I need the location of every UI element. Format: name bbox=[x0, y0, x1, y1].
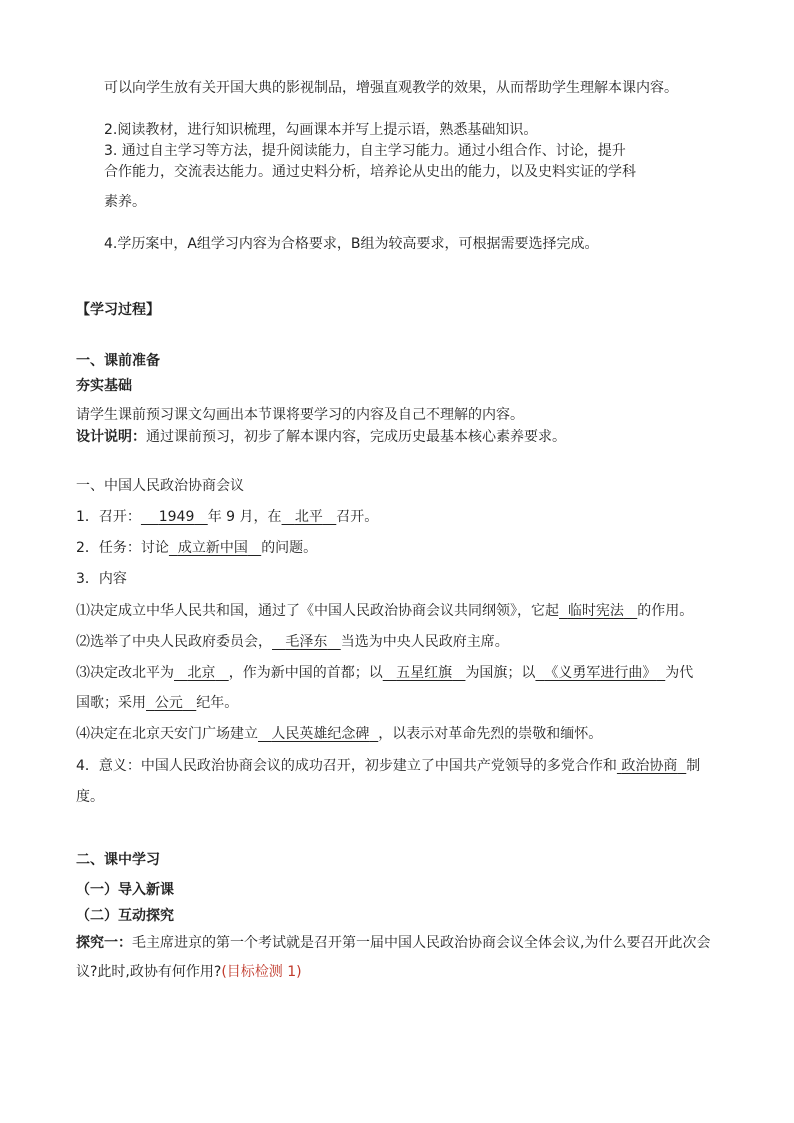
prep-heading: 一、课前准备 bbox=[76, 353, 160, 369]
cppcc-item-1 bbox=[76, 507, 378, 527]
design-label: 设计说明： bbox=[76, 429, 146, 445]
c1-prefix: ⑴决定成立中华人民共和国，通过了《中国人民政治协商会议共同纲领》，它起 bbox=[76, 603, 559, 619]
explore-line-1 bbox=[76, 933, 710, 953]
answer-anthem bbox=[535, 665, 665, 681]
c3-prefix: ⑶决定改北平为 bbox=[76, 665, 174, 681]
process-heading: 【学习过程】 bbox=[76, 302, 160, 318]
design-note bbox=[76, 427, 566, 447]
c3b-prefix: 国歌；采用 bbox=[76, 695, 146, 711]
cppcc-item-4 bbox=[76, 756, 700, 776]
explore-text: 毛主席进京的第一个考试就是召开第一届中国人民政治协商会议全体会议,为什么要召开此次会 bbox=[132, 935, 711, 951]
answer-consultation bbox=[617, 758, 686, 774]
answer-place bbox=[282, 509, 337, 525]
c3b-suffix: 纪年。 bbox=[196, 695, 239, 711]
cppcc-item-4-cont: 度。 bbox=[76, 789, 104, 805]
c3-suffix: 为代 bbox=[665, 665, 694, 681]
c3-mid2: 为国旗；以 bbox=[465, 665, 536, 681]
item4-prefix: 4．意义：中国人民政治协商会议的成功召开，初步建立了中国共产党领导的多党合作和 bbox=[76, 758, 617, 774]
content-2 bbox=[76, 632, 509, 652]
answer-place-text: 北平 bbox=[294, 509, 323, 525]
answer-calendar-text: 公元 bbox=[154, 695, 183, 711]
item2-prefix: 2．任务：讨论 bbox=[76, 540, 169, 556]
cppcc-item-3: 3．内容 bbox=[76, 571, 127, 587]
item2-suffix: 的问题。 bbox=[261, 540, 318, 556]
c2-prefix: ⑵选举了中央人民政府委员会， bbox=[76, 634, 272, 650]
answer-flag-text: 五星红旗 bbox=[396, 665, 453, 681]
answer-constitution-text: 临时宪法 bbox=[567, 603, 624, 619]
class-heading: 二、课中学习 bbox=[76, 852, 160, 868]
answer-consultation-text: 政治协商 bbox=[621, 758, 678, 774]
answer-task-text: 成立新中国 bbox=[177, 540, 248, 556]
answer-chairman bbox=[272, 634, 341, 650]
goal-line-2: 2.阅读教材，进行知识梳理，勾画课本并写上提示语，熟悉基础知识。 bbox=[104, 122, 538, 138]
design-text: 通过课前预习，初步了解本课内容，完成历史最基本核心素养要求。 bbox=[146, 429, 566, 445]
c4-prefix: ⑷决定在北京天安门广场建立 bbox=[76, 726, 258, 742]
c3-mid1: ，作为新中国的首都；以 bbox=[228, 665, 383, 681]
explore-line-2 bbox=[76, 962, 302, 982]
goal-line-4: 合作能力，交流表达能力。通过史料分析，培养论从史出的能力，以及史料实证的学科 bbox=[104, 164, 636, 180]
prep-subheading: 夯实基础 bbox=[76, 378, 132, 394]
content-4 bbox=[76, 724, 602, 744]
explore-text-2: 议?此时,政协有何作用? bbox=[76, 964, 222, 980]
class-sub-1: （一）导入新课 bbox=[76, 882, 174, 898]
goal-line-6: 4.学历案中，A组学习内容为合格要求，B组为较高要求，可根据需要选择完成。 bbox=[104, 236, 599, 252]
goal-line-1: 可以向学生放有关开国大典的影视制品，增强直观教学的效果，从而帮助学生理解本课内容。 bbox=[104, 80, 678, 96]
answer-task bbox=[169, 540, 261, 556]
c4-suffix: ，以表示对革命先烈的崇敬和缅怀。 bbox=[378, 726, 603, 742]
c1-suffix: 的作用。 bbox=[637, 603, 694, 619]
prep-instruction: 请学生课前预习课文勾画出本节课将要学习的内容及自己不理解的内容。 bbox=[76, 407, 524, 423]
answer-capital-text: 北京 bbox=[187, 665, 216, 681]
answer-chairman-text: 毛泽东 bbox=[285, 634, 328, 650]
content-3-cont bbox=[76, 693, 238, 713]
content-3 bbox=[76, 663, 693, 683]
item1-prefix: 1．召开： bbox=[76, 509, 141, 525]
answer-monument-text: 人民英雄纪念碑 bbox=[271, 726, 370, 742]
answer-monument bbox=[258, 726, 378, 742]
explore-reference: (目标检测 1) bbox=[221, 964, 302, 980]
goal-line-5: 素养。 bbox=[104, 194, 146, 210]
answer-anthem-text: 《义勇军进行曲》 bbox=[544, 665, 657, 681]
answer-year bbox=[141, 509, 208, 525]
class-sub-2: （二）互动探究 bbox=[76, 908, 174, 924]
answer-flag bbox=[383, 665, 466, 681]
answer-calendar bbox=[146, 695, 196, 711]
item4-suffix: 制 bbox=[686, 758, 701, 774]
item1-suffix: 召开。 bbox=[336, 509, 379, 525]
item1-mid: 年 9 月，在 bbox=[207, 509, 282, 525]
cppcc-title: 一、中国人民政治协商会议 bbox=[76, 478, 244, 494]
answer-constitution bbox=[559, 603, 637, 619]
content-1 bbox=[76, 601, 693, 621]
answer-year-text: 1949 bbox=[158, 509, 195, 525]
goal-line-3: 3. 通过自主学习等方法，提升阅读能力，自主学习能力。通过小组合作、讨论，提升 bbox=[104, 143, 626, 159]
answer-capital bbox=[174, 665, 229, 681]
explore-label: 探究一： bbox=[76, 935, 132, 951]
c2-suffix: 当选为中央人民政府主席。 bbox=[340, 634, 509, 650]
cppcc-item-2 bbox=[76, 538, 317, 558]
